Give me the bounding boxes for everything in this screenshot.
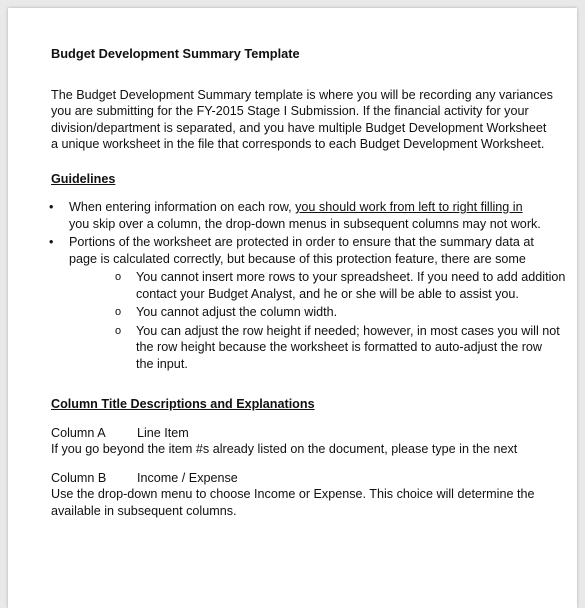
subitem-text: You cannot adjust the column width. bbox=[136, 305, 338, 319]
column-name: Column A bbox=[51, 425, 106, 440]
column-name: Column B bbox=[51, 470, 107, 485]
document-title: Budget Development Summary Template bbox=[51, 46, 300, 61]
guideline-text-end: you skip over a column, the drop-down menus in subsequent columns may not work. bbox=[69, 216, 541, 231]
column-description: If you go beyond the item #s already listed on the document, please type in the next bbox=[51, 442, 518, 456]
subitem-text: You cannot insert more rows to your spreadsheet. If you need to add addition contact your Budget Analyst, and he or she will be able to assist you. bbox=[136, 270, 566, 301]
circle-bullet-icon: o bbox=[115, 306, 122, 318]
column-description: Use the drop-down menu to choose Income or Expense. This choice will determine the available in subsequent columns. bbox=[51, 487, 535, 518]
column-b-block bbox=[51, 470, 571, 520]
column-title: Income / Expense bbox=[137, 470, 238, 485]
guideline-text: Portions of the worksheet are protected in order to ensure that the summary data at page is calculated correctly, but because of this protection feature, there are some bbox=[69, 235, 534, 266]
guideline-text-start: When entering information on each row, bbox=[69, 200, 296, 214]
columns-heading: Column Title Descriptions and Explanations bbox=[51, 397, 315, 411]
circle-bullet-icon: o bbox=[115, 271, 122, 283]
guideline-item bbox=[51, 199, 571, 232]
subitem bbox=[115, 269, 571, 302]
guidelines-heading: Guidelines bbox=[51, 171, 116, 186]
guideline-underlined-text: you should work from left to right filling in bbox=[295, 200, 523, 214]
subitem bbox=[115, 323, 571, 373]
document-page bbox=[8, 8, 577, 608]
column-title: Line Item bbox=[137, 425, 189, 440]
bullet-icon: • bbox=[49, 200, 54, 214]
guideline-subitems bbox=[69, 269, 571, 372]
document-content bbox=[51, 46, 571, 531]
guidelines-list bbox=[51, 199, 571, 372]
column-a-block bbox=[51, 425, 571, 458]
circle-bullet-icon: o bbox=[115, 324, 122, 337]
subitem-text: You can adjust the row height if needed; however, in most cases you will not the row height because the worksheet is formatted to auto-adjust the row the input. bbox=[136, 323, 560, 371]
bullet-icon: • bbox=[49, 235, 54, 249]
subitem bbox=[115, 304, 571, 321]
guideline-item bbox=[51, 234, 571, 372]
intro-paragraph: The Budget Development Summary template is where you will be recording any variances you are submitting for the FY-2015 Stage I Submission. If the financial activity for your division/department is separated, and you have multiple Budget Development Worksheet a unique worksheet in the file that corresponds to each Budget Development Worksheet. bbox=[51, 87, 553, 151]
